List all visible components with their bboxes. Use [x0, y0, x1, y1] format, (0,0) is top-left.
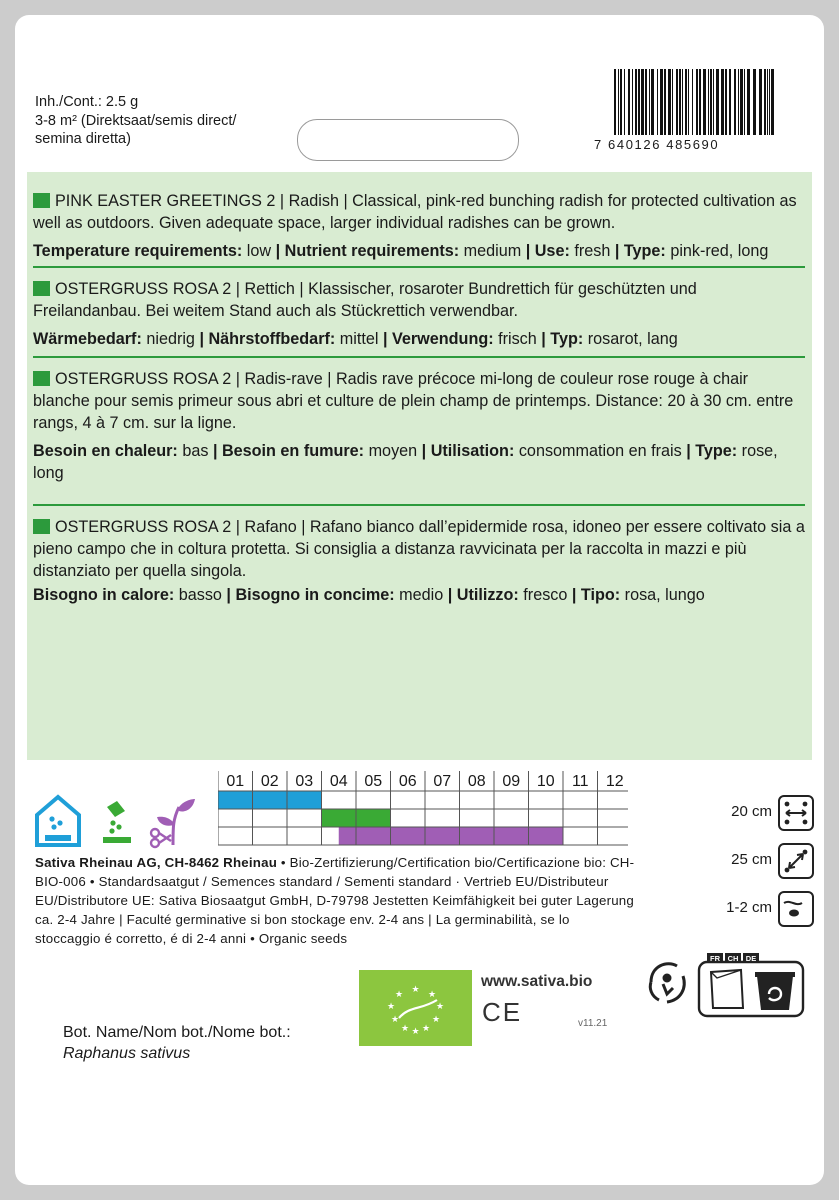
calendar-bar [339, 827, 563, 845]
calendar-month-label: 02 [260, 773, 279, 790]
attr-value: medio [394, 586, 448, 604]
barcode [612, 69, 777, 139]
attr-value: niedrig [141, 330, 200, 348]
barcode-bar [767, 69, 768, 135]
barcode-bar [734, 69, 736, 135]
attr-value: mittel [335, 330, 383, 348]
section-title: OSTERGRUSS ROSA 2 | Rafano | Rafano bianco dall’epidermide rosa, idoneo per essere coltivato sia a pieno campo che in coltura protetta. Si consiglia a distanza ravvicinata per la raccolta in mazzi e più distanziato per quella singola. [33, 518, 805, 580]
attr-value: rose, long [33, 442, 778, 482]
barcode-bar [688, 69, 689, 135]
svg-text:★: ★ [386, 1002, 396, 1012]
barcode-bar [679, 69, 681, 135]
attr-label: Bisogno in calore: [33, 586, 175, 604]
barcode-bar [738, 69, 739, 135]
barcode-bar [771, 69, 774, 135]
barcode-bar [682, 69, 683, 135]
calendar-month-label: 03 [295, 773, 314, 790]
barcode-bar [651, 69, 654, 135]
svg-text:★: ★ [421, 1024, 431, 1034]
producer-text: • Bio-Zertifizierung/Certification bio/Certificazione bio: CH-BIO-006 • Standardsaatgut / Semences standard / Sementi standard · Vertrieb EU/Distributeur EU/Distributore UE: Sativa Biosaatgut GmbH, D-79798 Jestetten Keimfähigkeit bei guter Lagerung ca. 2-4 Jahre | Faculté germinative si bon stockage env. 2-4 ans | La germinabilità, se lo stoccaggio é corretto, é di 2-4 anni • Organic seeds [35, 855, 635, 946]
row-spacing-icon [778, 795, 814, 831]
barcode-bar [769, 69, 770, 135]
section-attributes [33, 584, 805, 606]
attr-value: moyen [364, 442, 422, 460]
barcode-bar [664, 69, 666, 135]
calendar-month-label: 06 [398, 773, 417, 790]
barcode-bar [620, 69, 622, 135]
attr-label: | Nutrient requirements: [275, 242, 460, 260]
attr-value: fresh [569, 242, 615, 260]
calendar-month-label: 08 [467, 773, 486, 790]
section-title: OSTERGRUSS ROSA 2 | Rettich | Klassischer, rosaroter Bundrettich für geschützten und Freilandanbau. Bei weitem Stand auch als Stückrettich verwendbar. [33, 280, 697, 320]
svg-text:★: ★ [431, 1015, 441, 1025]
row-spacing [698, 795, 824, 829]
barcode-bar [764, 69, 766, 135]
svg-text:★: ★ [435, 1002, 445, 1012]
botanical-name [63, 1022, 291, 1064]
section-english [33, 190, 805, 262]
country-label: DE [745, 954, 757, 963]
contents-line: 3-8 m² (Direktsaat/semis direct/ [35, 112, 237, 129]
recycling-info [645, 948, 805, 1020]
barcode-bar [618, 69, 619, 135]
attr-value: basso [174, 586, 227, 604]
barcode-bar [638, 69, 640, 135]
attr-value: low [242, 242, 276, 260]
barcode-bar [708, 69, 709, 135]
barcode-bar [635, 69, 637, 135]
calendar-month-label: 11 [571, 773, 589, 790]
section-attributes [33, 328, 805, 350]
barcode-bar [716, 69, 719, 135]
spacing-label: 1-2 cm [726, 899, 772, 916]
barcode-bar [614, 69, 616, 135]
barcode-number: 7 640126 485690 [594, 137, 720, 152]
svg-text:★: ★ [390, 1015, 400, 1025]
barcode-bar [632, 69, 633, 135]
contents-line: Inh./Cont.: 2.5 g [35, 94, 139, 110]
svg-text:★: ★ [400, 1024, 410, 1034]
barcode-bar [721, 69, 724, 135]
description-panel [27, 172, 812, 760]
attr-label: | Tipo: [571, 586, 621, 604]
attr-label: | Type: [686, 442, 738, 460]
svg-text:★: ★ [411, 1027, 420, 1037]
attr-label: Besoin en chaleur: [33, 442, 178, 460]
barcode-bar [645, 69, 647, 135]
barcode-bar [668, 69, 671, 135]
attr-value: rosarot, lang [583, 330, 678, 348]
green-square-icon [33, 193, 50, 208]
calendar-month-label: 09 [502, 773, 521, 790]
barcode-bar [744, 69, 745, 135]
divider [33, 356, 805, 358]
section-german [33, 278, 805, 350]
section-french [33, 368, 805, 484]
botname-value: Raphanus sativus [63, 1045, 191, 1062]
country-label: FR [710, 954, 720, 963]
barcode-bar [672, 69, 673, 135]
attr-value: bas [177, 442, 213, 460]
attr-label: Wärmebedarf: [33, 330, 142, 348]
sowing-depth [698, 891, 824, 925]
plant-spacing-icon [778, 843, 814, 879]
version-label: v11.21 [578, 1018, 608, 1029]
attr-value: rosa, lungo [620, 586, 705, 604]
attr-label: | Typ: [541, 330, 584, 348]
section-title: PINK EASTER GREETINGS 2 | Radish | Classical, pink-red bunching radish for protected cultivation as well as outdoors. Given adequate space, larger individual radishes can be grown. [33, 192, 797, 232]
paper-bag-icon [711, 970, 743, 1008]
barcode-bar [740, 69, 743, 135]
company-name: Sativa Rheinau AG, CH-8462 Rheinau [35, 855, 278, 870]
barcode-bar [710, 69, 712, 135]
barcode-bar [628, 69, 630, 135]
spacing-label: 20 cm [731, 803, 772, 820]
barcode-bar [696, 69, 698, 135]
divider [33, 266, 805, 268]
attr-label: | Verwendung: [382, 330, 494, 348]
attr-label: | Utilizzo: [447, 586, 519, 604]
attr-value: consommation en frais [514, 442, 687, 460]
barcode-bar [753, 69, 756, 135]
attr-label: | Bisogno in concime: [226, 586, 395, 604]
divider [33, 504, 805, 506]
barcode-bar [713, 69, 714, 135]
calendar-bar [218, 791, 322, 809]
barcode-bar [660, 69, 663, 135]
outdoor-sowing-icon [103, 801, 131, 843]
barcode-bar [699, 69, 701, 135]
calendar-month-label: 05 [364, 773, 383, 790]
calendar-month-label: 04 [329, 773, 348, 790]
barcode-bar [657, 69, 658, 135]
barcode-bar [641, 69, 644, 135]
attr-value: fresco [518, 586, 572, 604]
calendar-month-label: 12 [605, 773, 624, 790]
country-label: CH [727, 954, 739, 963]
disposal-label-box [699, 953, 803, 1016]
barcode-bar [624, 69, 625, 135]
green-square-icon [33, 281, 50, 296]
calendar-month-label: 07 [433, 773, 452, 790]
attr-value: pink-red, long [665, 242, 769, 260]
attr-value: frisch [493, 330, 542, 348]
attr-label: Temperature requirements: [33, 242, 243, 260]
website-link[interactable]: www.sativa.bio [481, 973, 593, 990]
barcode-bar [729, 69, 731, 135]
sowing-calendar [218, 771, 628, 861]
calendar-month-label: 10 [536, 773, 555, 790]
barcode-bar [676, 69, 678, 135]
hang-hole [297, 119, 519, 161]
seed-packet-back [15, 15, 824, 1185]
producer-info [35, 853, 635, 948]
cultivation-icons [33, 793, 198, 849]
attr-label: | Type: [614, 242, 666, 260]
svg-text:★: ★ [394, 990, 404, 1000]
tidyman-icon [650, 964, 684, 1002]
svg-text:★: ★ [411, 985, 420, 995]
contents-info [35, 93, 236, 149]
attr-label: | Besoin en fumure: [212, 442, 365, 460]
barcode-bar [759, 69, 762, 135]
harvest-icon [151, 799, 195, 847]
attr-value: medium [459, 242, 526, 260]
barcode-bar [692, 69, 693, 135]
barcode-bar [649, 69, 650, 135]
green-square-icon [33, 371, 50, 386]
botname-label: Bot. Name/Nom bot./Nome bot.: [63, 1024, 291, 1041]
green-square-icon [33, 519, 50, 534]
greenhouse-sowing-icon [37, 797, 79, 845]
attr-label: | Use: [525, 242, 570, 260]
barcode-bar [685, 69, 687, 135]
eu-organic-logo [359, 970, 472, 1046]
barcode-bar [747, 69, 750, 135]
ce-mark: CE [482, 997, 523, 1027]
section-title: OSTERGRUSS ROSA 2 | Radis-rave | Radis rave précoce mi-long de couleur rose rouge à chair blanche pour semis primeur sous abri et culture de plein champ de printemps. Distance: 20 à 30 cm. entre rangs, 4 à 7 cm. sur la ligne. [33, 370, 794, 432]
attr-label: | Utilisation: [421, 442, 515, 460]
svg-text:★: ★ [427, 990, 437, 1000]
section-attributes [33, 440, 805, 484]
section-italian [33, 516, 805, 606]
barcode-bar [703, 69, 706, 135]
barcode-bar [725, 69, 727, 135]
calendar-month-label: 01 [226, 773, 245, 790]
sowing-depth-icon [778, 891, 814, 927]
section-attributes [33, 240, 805, 262]
contents-line: semina diretta) [35, 131, 131, 147]
spacing-label: 25 cm [731, 851, 772, 868]
attr-label: | Nährstoffbedarf: [199, 330, 336, 348]
plant-spacing [698, 843, 824, 877]
bin-icon [755, 972, 795, 1010]
